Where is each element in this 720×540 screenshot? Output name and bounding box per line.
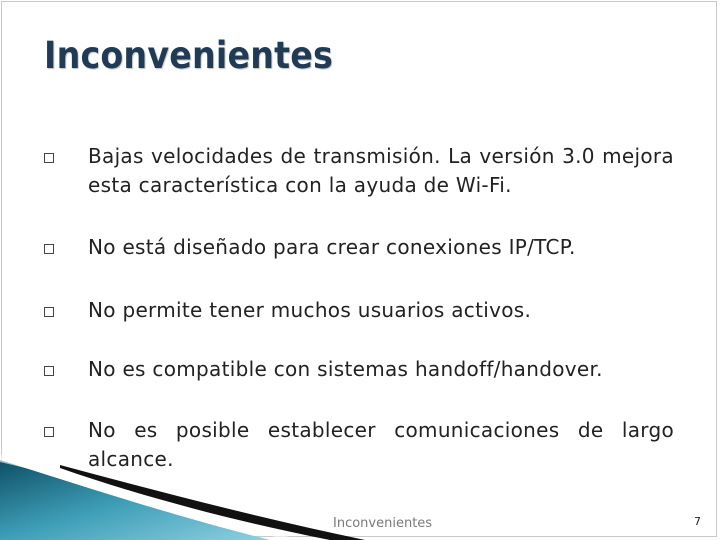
bullet-square-icon [44,153,54,163]
bullet-square-icon [44,307,54,317]
bullet-text: No es posible establecer comunicaciones de largo alcance. [88,418,674,471]
bullet-square-icon [44,366,54,376]
page-number: 7 [694,515,701,528]
bullet-text: No es compatible con sistemas handoff/handover. [88,357,603,381]
bullet-text: Bajas velocidades de transmisión. La versión 3.0 mejora esta característica con la ayuda de Wi-Fi. [88,144,674,197]
bullet-text: No permite tener muchos usuarios activos. [88,298,532,322]
bullet-text: No está diseñado para crear conexiones IP/TCP. [88,235,576,259]
slide-title: Inconvenientes [44,34,333,77]
teal-wave-shape [0,460,270,540]
footer-label: Inconvenientes [333,516,433,531]
bullet-square-icon [44,427,54,437]
bullet-square-icon [44,244,54,254]
